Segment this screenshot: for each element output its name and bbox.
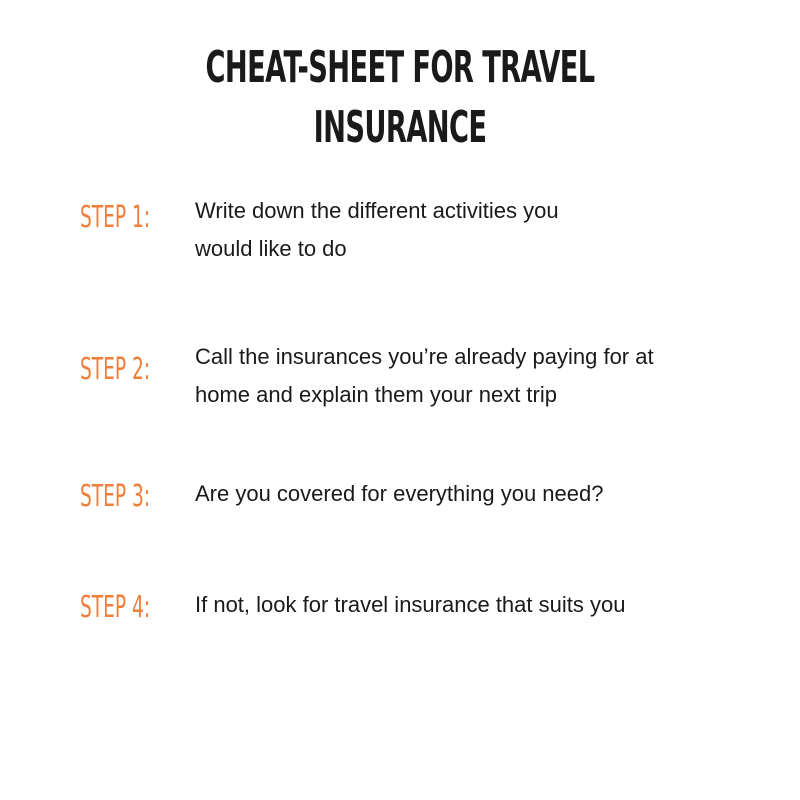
step-1-text bbox=[195, 192, 755, 268]
page-title: CHEAT-SHEET FOR TRAVEL INSURANCE bbox=[205, 42, 595, 153]
step-1-label: STEP 1: bbox=[80, 200, 151, 235]
step-3-label: STEP 3: bbox=[80, 479, 151, 514]
step-3-text-line-1: Are you covered for everything you need? bbox=[195, 481, 604, 506]
step-2-text-line-1: Call the insurances you’re already paying for at bbox=[195, 344, 654, 369]
step-2-text bbox=[195, 338, 755, 414]
step-4-label: STEP 4: bbox=[80, 590, 151, 625]
step-3-text bbox=[195, 475, 755, 513]
step-2-text-line-2: home and explain them your next trip bbox=[195, 382, 557, 407]
step-1-text-line-1: Write down the different activities you bbox=[195, 198, 559, 223]
step-1-text-line-2: would like to do bbox=[195, 236, 347, 261]
step-4-text bbox=[195, 586, 755, 624]
step-2-label: STEP 2: bbox=[80, 352, 151, 387]
step-4-text-line-1: If not, look for travel insurance that suits you bbox=[195, 592, 626, 617]
